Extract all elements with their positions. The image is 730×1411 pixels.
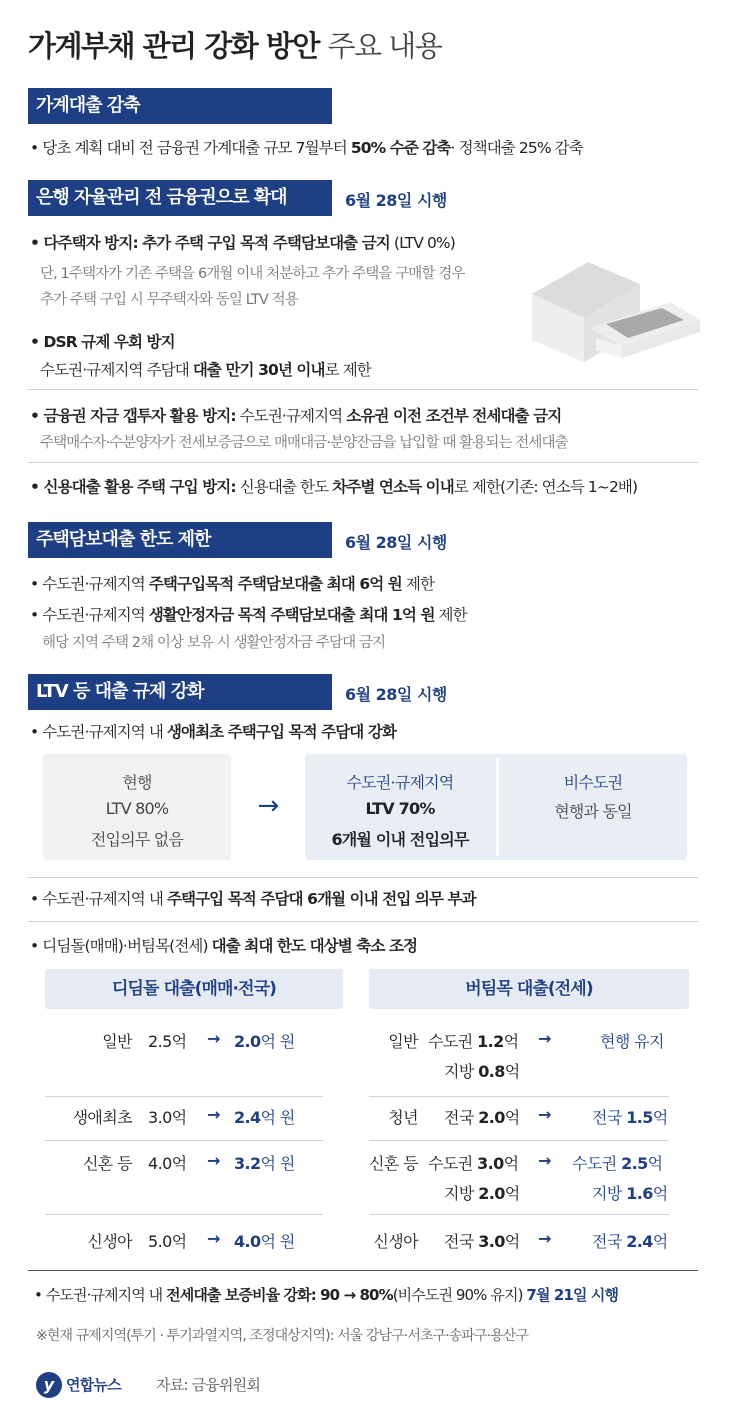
arrow-right-icon: → [538,1229,551,1248]
s1-line: • 당초 계획 대비 전 금융권 가계대출 규모 7월부터 50% 수준 감축· 정책대출 25% 감축 [30,139,583,157]
didim-to: 4.0억 원 [234,1232,295,1251]
current-title: 현행 [122,773,152,792]
s4-date: 6월 28일 시행 [345,685,447,704]
divider [28,1270,698,1271]
didim-from: 5.0억 [148,1232,187,1251]
beotim-to: 현행 유지 [600,1032,664,1051]
divider [369,1214,669,1215]
s2-b-detail: 수도권·규제지역 주담대 대출 만기 30년 이내로 제한 [40,361,371,379]
divider [28,877,698,878]
didim-label: 일반 [102,1032,132,1051]
arrow-right-icon: → [207,1151,220,1170]
didim-from: 3.0억 [148,1108,187,1127]
divider [28,921,698,922]
beotim-to: 지방 1.6억 [592,1184,668,1203]
beotim-from: 수도권 3.0억 [428,1154,519,1173]
didim-from: 4.0억 [148,1154,187,1173]
yonhap-logo-icon: y [36,1372,62,1398]
divider [28,462,698,463]
capital-move-in: 6개월 이내 전입의무 [331,830,469,849]
s2-b-line: • DSR 규제 우회 방지 [30,333,175,351]
bottom-line: • 수도권·규제지역 내 전세대출 보증비율 강화: 90 → 80%(비수도권 90% 유지) 7월 21일 시행 [34,1286,619,1304]
didim-from: 2.5억 [148,1032,187,1051]
section-header-household-loan: 가계대출 감축 [28,88,332,124]
capital-title: 수도권·규제지역 [346,773,454,792]
non-capital-rule: 현행과 동일 [554,802,632,821]
didim-label: 신혼 등 [82,1154,132,1173]
arrow-right-icon: → [207,1029,220,1048]
beotim-from: 지방 2.0억 [444,1184,520,1203]
brand-name: 연합뉴스 [66,1376,121,1394]
s2-a-line: • 다주택자 방지: 추가 주택 구입 목적 주택담보대출 금지 (LTV 0%) [30,234,455,252]
arrow-right-icon: → [257,791,279,821]
arrow-right-icon: → [207,1105,220,1124]
s4-line-3: • 디딤돌(매매)·버팀목(전세) 대출 최대 한도 대상별 축소 조정 [30,937,418,955]
didim-to: 2.4억 원 [234,1108,295,1127]
divider [28,389,698,390]
s2-c-sub: 주택매수자·수분양자가 전세보증금으로 매매대금·분양잔금을 납입할 때 활용되는 전세대출 [40,435,568,451]
section-header-self-management: 은행 자율관리 전 금융권으로 확대 [28,180,332,216]
section-header-mortgage-limit: 주택담보대출 한도 제한 [28,522,332,558]
didim-to: 3.2억 원 [234,1154,295,1173]
beotim-to: 수도권 2.5억 [572,1154,663,1173]
beotim-to: 전국 1.5억 [592,1108,668,1127]
arrow-right-icon: → [538,1029,551,1048]
arrow-right-icon: → [538,1105,551,1124]
page-title: 가계부채 관리 강화 방안 주요 내용 [28,29,442,63]
s4-line-2: • 수도권·규제지역 내 주택구입 목적 주담대 6개월 이내 전입 의무 부과 [30,890,476,908]
divider [369,1140,669,1141]
s3-date: 6월 28일 시행 [345,533,447,552]
beotim-from: 전국 2.0억 [444,1108,520,1127]
s2-c-line: • 금융권 자금 갭투자 활용 방지: 수도권·규제지역 소유권 이전 조건부 전세대출 금지 [30,407,562,425]
s2-a-sub1: 단, 1주택자가 기존 주택을 6개월 이내 처분하고 추가 주택을 구매할 경우 [40,266,465,282]
beotim-header: 버팀목 대출(전세) [369,969,689,1009]
s3-line-1: • 수도권·규제지역 주택구입목적 주택담보대출 최대 6억 원 제한 [30,575,435,593]
capital-ltv: LTV 70% [365,799,435,818]
s3-sub: 해당 지역 주택 2채 이상 보유 시 생활안정자금 주담대 금지 [42,635,386,651]
divider [369,1096,669,1097]
s2-d-line: • 신용대출 활용 주택 구입 방지: 신용대출 한도 차주별 연소득 이내로 제한(기존: 연소득 1~2배) [30,478,638,496]
didim-label: 생애최초 [72,1108,132,1127]
s4-line-1: • 수도권·규제지역 내 생애최초 주택구입 목적 주담대 강화 [30,723,397,741]
s3-line-2: • 수도권·규제지역 생활안정자금 목적 주택담보대출 최대 1억 원 제한 [30,606,467,624]
didim-to: 2.0억 원 [234,1032,295,1051]
didim-header: 디딤돌 대출(매매·전국) [45,969,343,1009]
beotim-label: 청년 [388,1108,418,1127]
beotim-from: 지방 0.8억 [444,1062,520,1081]
beotim-label: 일반 [388,1032,418,1051]
arrow-right-icon: → [538,1151,551,1170]
house-illustration [522,232,702,362]
divider [45,1096,323,1097]
beotim-to: 전국 2.4억 [592,1232,668,1251]
divider [45,1214,323,1215]
section-header-ltv: LTV 등 대출 규제 강화 [28,674,332,710]
s2-date: 6월 28일 시행 [345,191,447,210]
divider [45,1140,323,1141]
beotim-from: 수도권 1.2억 [428,1032,519,1051]
s2-a-sub2: 추가 주택 구입 시 무주택자와 동일 LTV 적용 [40,292,298,308]
beotim-label: 신생아 [373,1232,418,1251]
current-move-in: 전입의무 없음 [90,830,184,849]
arrow-right-icon: → [207,1229,220,1248]
footnote: ※현재 규제지역(투기 · 투기과열지역, 조정대상지역): 서울 강남구·서초구·송파구·용산구 [36,1328,529,1344]
non-capital-title: 비수도권 [563,773,623,792]
didim-label: 신생아 [87,1232,132,1251]
beotim-label: 신혼 등 [368,1154,418,1173]
beotim-from: 전국 3.0억 [444,1232,520,1251]
source: 자료: 금융위원회 [156,1376,261,1394]
current-ltv: LTV 80% [105,799,169,818]
